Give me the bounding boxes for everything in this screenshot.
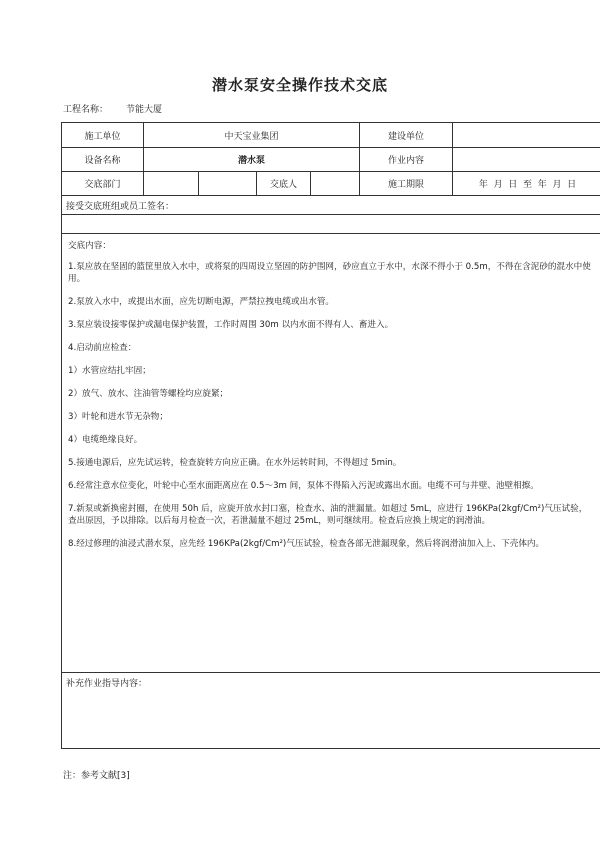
unit-value: 中天宝业集团 (144, 123, 360, 148)
row-signers-blank (62, 215, 600, 234)
supplement-label: 补充作业指导内容： (62, 673, 600, 749)
content-item-7: 7.新泵或新换密封圈，在使用 50h 后，应旋开放水封口塞，检查水、油的泄漏量。如超过 5mL，应进行 196KPa(2kgf/Cm²)气压试验，查出原因，予以排除。以后每月检查一次，若泄漏量不超过 25mL，则可继续用。检查后应换上规定的润滑油。 (68, 504, 588, 526)
signers-label: 接受交底班组或员工签名： (62, 196, 600, 215)
row-supplement (62, 673, 600, 749)
row-signers (62, 196, 600, 215)
content-item-3: 3.泵应装设接零保护或漏电保护装置，工作时周围 30m 以内水面不得有人、畜进入。 (68, 320, 394, 330)
period-label: 施工期限 (360, 172, 453, 196)
reference-note: 注：参考文献[3] (63, 771, 130, 781)
content-item-5: 5.接通电源后，应先试运转，检查旋转方向应正确。在水外运转时间，不得超过 5min。 (68, 458, 402, 468)
signers-blank (62, 215, 600, 234)
dept-label: 交底部门 (62, 172, 144, 196)
build-label: 建设单位 (360, 123, 453, 148)
content-item-2: 2.泵放入水中，或提出水面，应先切断电源，严禁拉拽电缆或出水管。 (68, 297, 335, 307)
content-item-4-2: 2）放气、放水、注油管等螺栓均应旋紧； (68, 389, 229, 399)
content-item-6: 6.经常注意水位变化，叶轮中心至水面距离应在 0.5～3m 间，泵体不得陷入污泥或露出水面。电缆不可与井壁、池壁相擦。 (68, 481, 539, 491)
project-label: 工程名称： (63, 105, 109, 115)
work-label: 作业内容 (360, 148, 453, 172)
content-cell (62, 234, 600, 673)
project-line (63, 102, 162, 115)
build-value (453, 123, 600, 148)
row-unit (62, 123, 600, 148)
content-item-4-4: 4）电缆绝缘良好。 (68, 435, 143, 445)
dept-value (144, 172, 199, 196)
project-name: 节能大厦 (126, 105, 163, 115)
content-item-8: 8.经过修理的油浸式潜水泵，应先经 196KPa(2kgf/Cm²)气压试验，检查各部无泄漏现象，然后将润滑油加入上、下壳体内。 (68, 539, 545, 549)
content-heading: 交底内容： (68, 241, 111, 251)
document-title: 潜水泵安全操作技术交底 (211, 76, 388, 94)
work-value (453, 148, 600, 172)
content-item-4-3: 3）叶轮和进水节无杂物； (68, 412, 168, 422)
device-label: 设备名称 (62, 148, 144, 172)
device-value: 潜水泵 (144, 148, 360, 172)
disclosure-form-table (61, 122, 600, 749)
content-item-4: 4.启动前应检查： (68, 343, 137, 353)
person-value (311, 172, 360, 196)
dept-extra (199, 172, 257, 196)
period-value: 年 月 日 至 年 月 日 (453, 172, 600, 196)
row-content (62, 234, 600, 673)
unit-label: 施工单位 (62, 123, 144, 148)
content-item-1: 1.泵应放在坚固的篮筐里放入水中，或将泵的四周设立坚固的防护围网，砂应直立于水中，水深不得小于 0.5m，不得在含泥砂的混水中使用。 (68, 262, 591, 284)
row-device (62, 148, 600, 172)
person-label: 交底人 (257, 172, 311, 196)
row-dept (62, 172, 600, 196)
content-item-4-1: 1）水管应结扎牢固； (68, 366, 151, 376)
